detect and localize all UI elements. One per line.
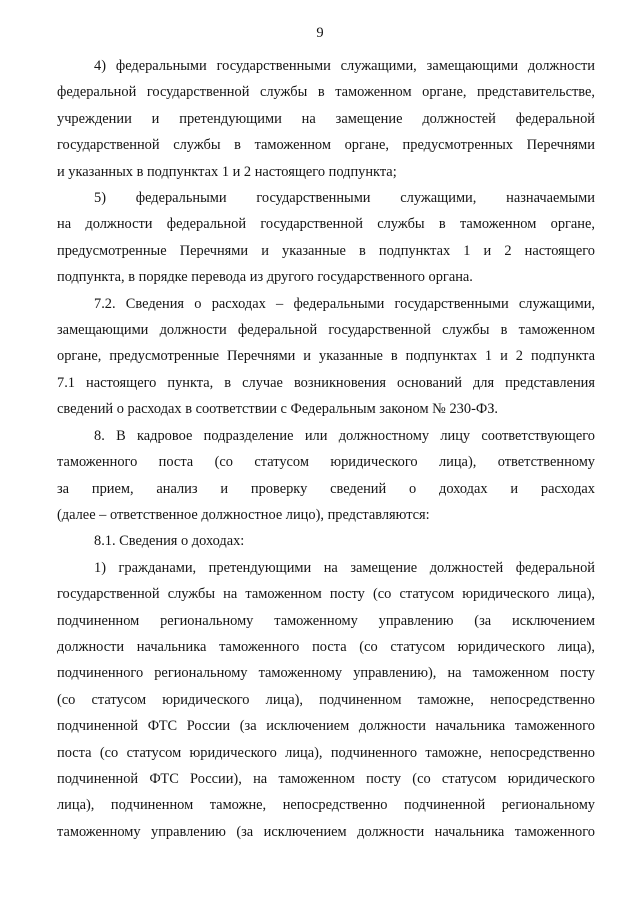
text-line: таможенному управлению (за исключением должности начальника таможенного — [57, 823, 595, 840]
text-line: предусмотренные Перечнями и указанные в подпунктах 1 и 2 настоящего — [57, 242, 595, 259]
text-line: поста (со статусом юридического лица), подчиненного таможне, непосредственно — [57, 744, 595, 761]
text-line: подчиненном региональному таможенному управлению (за исключением — [57, 612, 595, 629]
text-line: органе, предусмотренные Перечнями и указанные в подпунктах 1 и 2 подпункта — [57, 348, 595, 365]
text-line: (далее – ответственное должностное лицо), представляются: — [57, 506, 430, 523]
text-line: и указанных в подпунктах 1 и 2 настоящего подпункта; — [57, 163, 397, 180]
text-line: 7.1 настоящего пункта, в случае возникновения оснований для представления — [57, 374, 595, 391]
text-line: лица), подчиненном таможне, непосредственно подчиненной региональному — [57, 797, 595, 814]
text-line: 8. В кадровое подразделение или должностному лицу соответствующего — [94, 427, 595, 444]
text-line: федеральной государственной службы в таможенном органе, представительстве, — [57, 84, 595, 101]
text-line: государственной службы в таможенном органе, предусмотренных Перечнями — [57, 137, 595, 154]
text-line: 4) федеральными государственными служащими, замещающими должности — [94, 58, 595, 74]
text-line: подпункта, в порядке перевода из другого государственного органа. — [57, 269, 473, 286]
text-line: должности начальника таможенного поста (со статусом юридического лица), — [57, 638, 595, 655]
text-line: учреждении и претендующими на замещение должностей федеральной — [57, 110, 595, 127]
text-line: 8.1. Сведения о доходах: — [94, 533, 245, 550]
paragraph-item-4 — [57, 53, 595, 185]
paragraph-item-1 — [57, 555, 595, 845]
text-line: за прием, анализ и проверку сведений о доходах и расходах — [57, 480, 595, 497]
text-line: таможенного поста (со статусом юридического лица), ответственному — [57, 454, 595, 471]
text-line: (со статусом юридического лица), подчиненном таможне, непосредственно — [57, 691, 595, 708]
text-line: государственной службы на таможенном посту (со статусом юридического лица), — [57, 586, 595, 603]
document-body — [57, 53, 595, 845]
paragraph-item-5 — [57, 185, 595, 291]
text-line: подчиненного региональному таможенному управлению), на таможенном посту — [57, 665, 595, 682]
text-line: 5) федеральными государственными служащими, назначаемыми — [94, 190, 595, 207]
text-line: сведений о расходах в соответствии с Федеральным законом № 230-ФЗ. — [57, 401, 499, 418]
paragraph-7-2 — [57, 291, 595, 423]
paragraph-8-1 — [57, 528, 595, 554]
text-line: подчиненной ФТС России), на таможенном посту (со статусом юридического — [57, 770, 595, 787]
page-number: 9 — [316, 25, 324, 41]
text-line: на должности федеральной государственной службы в таможенном органе, — [57, 216, 595, 233]
paragraph-8 — [57, 423, 595, 529]
text-line: подчиненной ФТС России (за исключением должности начальника таможенного — [57, 718, 595, 735]
text-line: замещающими должности федеральной государственной службы в таможенном — [57, 322, 595, 339]
text-line: 7.2. Сведения о расходах – федеральными государственными служащими, — [94, 295, 595, 312]
text-line: 1) гражданами, претендующими на замещение должностей федеральной — [94, 559, 595, 576]
